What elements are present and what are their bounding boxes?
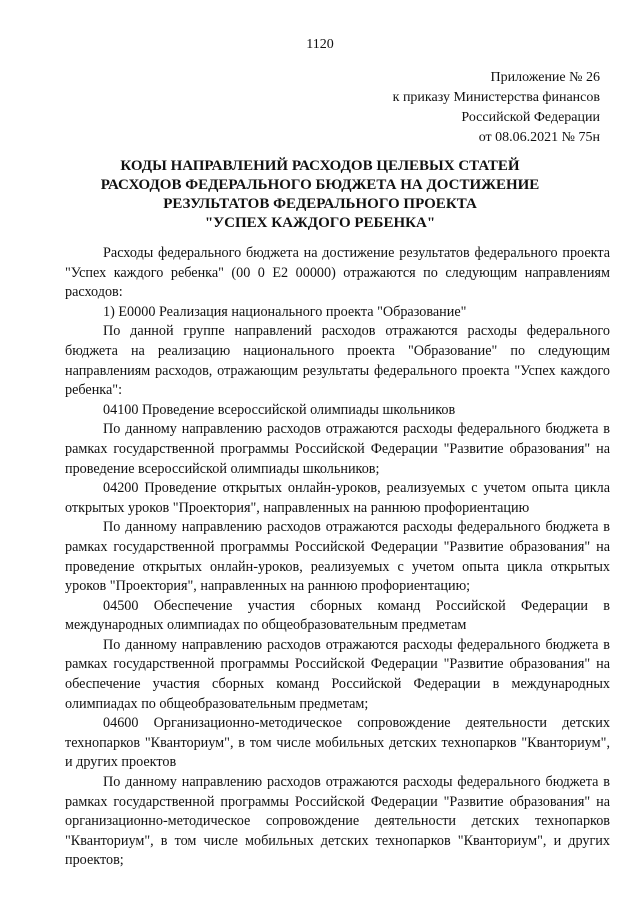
title-line: КОДЫ НАПРАВЛЕНИЙ РАСХОДОВ ЦЕЛЕВЫХ СТАТЕЙ	[120, 158, 520, 174]
paragraph: По данному направлению расходов отражаются расходы федерального бюджета в рамках государственной программы Российской Федерации "Развитие образования" на проведение открытых онлайн-уроков, реализуемых с учетом опыта цикла открытых уроков "Проектория", направленных на раннюю профориентацию;	[65, 519, 610, 595]
document-body	[65, 244, 610, 871]
code-heading: 04200 Проведение открытых онлайн-уроков, реализуемых с учетом опыта цикла открытых уроков "Проектория", направленных на раннюю профориентацию	[65, 480, 610, 516]
title-line: "УСПЕХ КАЖДОГО РЕБЕНКА"	[204, 215, 436, 231]
section-heading: 1) Е0000 Реализация национального проекта "Образование"	[103, 303, 467, 320]
appendix-header	[0, 68, 600, 148]
paragraph: По данному направлению расходов отражаются расходы федерального бюджета в рамках государственной программы Российской Федерации "Развитие образования" на обеспечение участия сборных команд Российской Федерации в международных олимпиадах по общеобразовательным предметам;	[65, 636, 610, 712]
code-heading: 04100 Проведение всероссийской олимпиады школьников	[103, 401, 456, 418]
appendix-order-reference: к приказу Министерства финансов	[392, 90, 600, 105]
paragraph: По данной группе направлений расходов отражаются расходы федерального бюджета на реализацию национального проекта "Образование" по следующим направлениям расходов, отражающим результаты федерального проекта "Успех каждого ребенка":	[65, 323, 610, 399]
code-heading: 04600 Организационно-методическое сопровождение деятельности детских технопарков "Кванториум", в том числе мобильных детских технопарков "Кванториум", и других проектов	[65, 715, 610, 771]
title-line: РАСХОДОВ ФЕДЕРАЛЬНОГО БЮДЖЕТА НА ДОСТИЖЕНИЕ	[100, 177, 540, 193]
paragraph: По данному направлению расходов отражаются расходы федерального бюджета в рамках государственной программы Российской Федерации "Развитие образования" на организационно-методическое сопровождение деятельности детских технопарков "Кванториум", в том числе мобильных детских технопарков "Кванториум", и других проектов;	[65, 774, 610, 869]
code-heading: 04500 Обеспечение участия сборных команд Российской Федерации в международных олимпиадах по общеобразовательным предметам	[65, 597, 610, 634]
paragraph: По данному направлению расходов отражаются расходы федерального бюджета в рамках государственной программы Российской Федерации "Развитие образования" на проведение всероссийской олимпиады школьников;	[65, 421, 610, 477]
appendix-country: Российской Федерации	[461, 110, 600, 125]
appendix-date: от 08.06.2021 № 75н	[478, 130, 600, 145]
intro-paragraph: Расходы федерального бюджета на достижение результатов федерального проекта "Успех каждого ребенка" (00 0 Е2 00000) отражаются по следующим направлениям расходов:	[65, 245, 610, 301]
document-title	[60, 157, 580, 233]
title-line: РЕЗУЛЬТАТОВ ФЕДЕРАЛЬНОГО ПРОЕКТА	[163, 196, 477, 212]
appendix-number: Приложение № 26	[490, 70, 600, 85]
page-number: 1120	[306, 37, 334, 52]
